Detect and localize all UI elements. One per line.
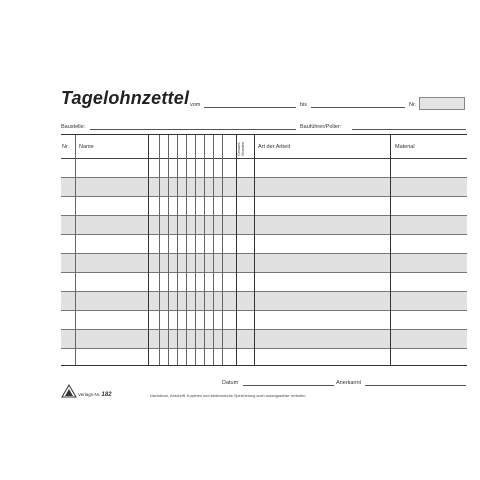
column-line bbox=[159, 135, 160, 365]
bauleiter-field[interactable] bbox=[352, 129, 466, 130]
column-line bbox=[195, 135, 196, 365]
copyright-note: Nachdruck, Abschrift, Kopieren und elektronische Speicherung auch auszugsweise verboten. bbox=[150, 394, 307, 398]
table-row-shaded bbox=[61, 291, 467, 310]
row-line bbox=[61, 215, 467, 216]
col-nr-header: Nr. bbox=[62, 144, 70, 150]
verlag-label: Verlags-Nr. bbox=[78, 392, 101, 397]
datum-field[interactable] bbox=[243, 385, 334, 386]
form-title: Tagelohnzettel bbox=[61, 88, 190, 108]
row-line bbox=[61, 348, 467, 349]
table-row-shaded bbox=[61, 177, 467, 196]
row-line bbox=[61, 177, 467, 178]
table-row-shaded bbox=[61, 329, 467, 348]
column-line bbox=[204, 135, 205, 365]
row-line bbox=[61, 310, 467, 311]
table-row-shaded bbox=[61, 253, 467, 272]
row-line bbox=[61, 291, 467, 292]
column-line bbox=[236, 135, 237, 365]
col-gesamt-header: Gesamt-Stunden bbox=[237, 141, 245, 157]
row-line bbox=[61, 253, 467, 254]
anerkannt-field[interactable] bbox=[365, 385, 466, 386]
column-line bbox=[75, 135, 76, 365]
verlag-info bbox=[78, 392, 112, 398]
vom-label: vom bbox=[190, 102, 201, 108]
baustelle-label: Baustelle: bbox=[61, 124, 86, 130]
column-line bbox=[177, 135, 178, 365]
bis-field[interactable] bbox=[311, 107, 405, 108]
vom-field[interactable] bbox=[204, 107, 296, 108]
row-line bbox=[61, 234, 467, 235]
column-line bbox=[168, 135, 169, 365]
baustelle-field[interactable] bbox=[90, 129, 296, 130]
row-line bbox=[61, 272, 467, 273]
bis-label: bis bbox=[300, 102, 308, 108]
row-line bbox=[61, 196, 467, 197]
datum-label: Datum bbox=[222, 380, 239, 386]
col-art-header: Art der Arbeit bbox=[258, 144, 291, 150]
column-line bbox=[186, 135, 187, 365]
bauleiter-label: Bauführer/Polier: bbox=[300, 124, 342, 130]
column-line bbox=[390, 135, 391, 365]
column-line bbox=[148, 135, 149, 365]
nr-field[interactable] bbox=[419, 97, 465, 110]
row-line bbox=[61, 329, 467, 330]
publisher-logo-icon bbox=[61, 384, 77, 398]
anerkannt-label: Anerkannt bbox=[336, 380, 362, 386]
table-row-shaded bbox=[61, 215, 467, 234]
col-name-header: Name bbox=[79, 144, 94, 150]
column-line bbox=[222, 135, 223, 365]
nr-label: Nr. bbox=[409, 102, 417, 108]
column-line bbox=[213, 135, 214, 365]
header-divider bbox=[61, 158, 467, 159]
column-line bbox=[254, 135, 255, 365]
verlag-number: 182 bbox=[101, 392, 112, 398]
hours-table bbox=[61, 134, 467, 366]
col-material-header: Material bbox=[395, 144, 415, 150]
